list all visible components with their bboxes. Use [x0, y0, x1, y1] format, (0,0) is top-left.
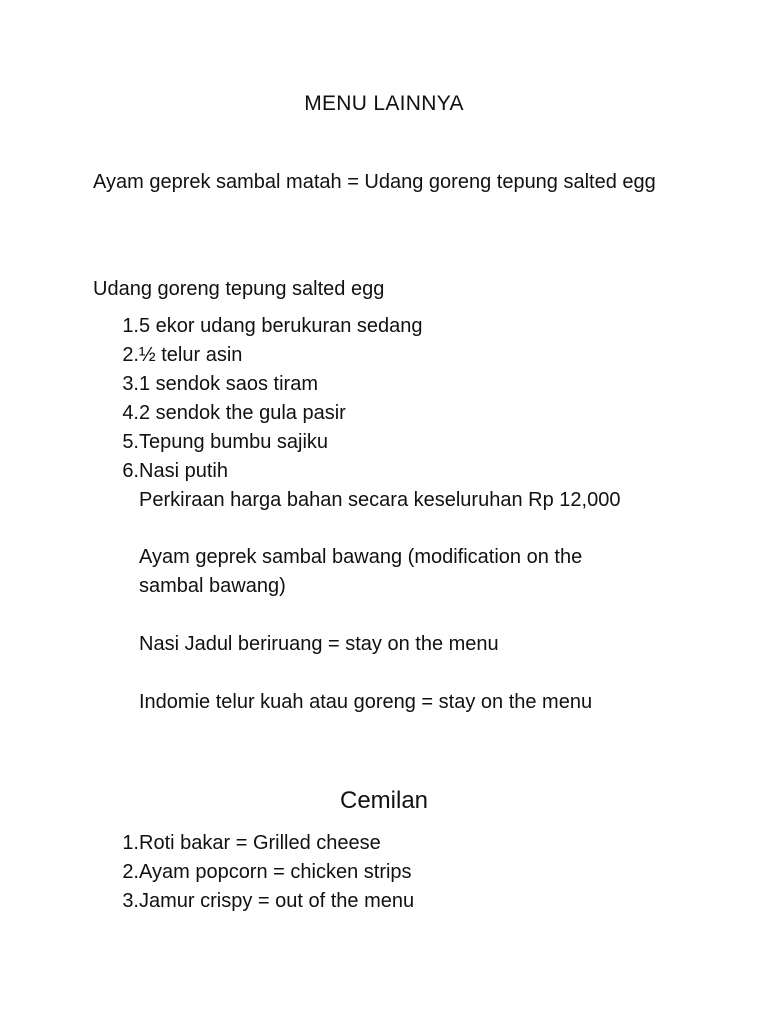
list-item	[93, 457, 693, 486]
list-text: 2 sendok the gula pasir	[139, 402, 346, 424]
list-text: Jamur crispy = out of the menu	[139, 890, 415, 912]
list-number: 3.	[122, 890, 139, 912]
list-text: Roti bakar = Grilled cheese	[139, 832, 381, 854]
list-item	[93, 341, 693, 370]
list-number: 2.	[122, 344, 139, 366]
price-note: Perkiraan harga bahan secara keseluruhan Rp 12,000	[139, 489, 621, 511]
intro-paragraph: Ayam geprek sambal matah = Udang goreng tepung salted egg	[93, 171, 656, 193]
list-item	[93, 829, 693, 858]
list-number: 1.	[122, 832, 139, 854]
list-number: 6.	[122, 460, 139, 482]
list-item	[93, 428, 693, 457]
list-text: 1 sendok saos tiram	[139, 373, 318, 395]
list-text: Ayam popcorn = chicken strips	[139, 861, 412, 883]
recipe-heading: Udang goreng tepung salted egg	[93, 278, 385, 300]
list-item	[93, 399, 693, 428]
list-number: 3.	[122, 373, 139, 395]
note-paragraph: Indomie telur kuah atau goreng = stay on the menu	[139, 691, 593, 713]
list-item	[93, 887, 693, 916]
list-item	[93, 370, 693, 399]
note-paragraph: Nasi Jadul beriruang = stay on the menu	[139, 633, 499, 655]
recipe-ingredient-list	[93, 312, 693, 486]
list-text: Tepung bumbu sajiku	[139, 431, 329, 453]
list-number: 5.	[122, 431, 139, 453]
list-text: ½ telur asin	[139, 344, 243, 366]
note-paragraph: Ayam geprek sambal bawang (modification on the sambal bawang)	[139, 546, 583, 597]
list-number: 4.	[122, 402, 139, 424]
list-number: 2.	[122, 861, 139, 883]
section-heading-cemilan: Cemilan	[339, 787, 429, 814]
list-text: 5 ekor udang berukuran sedang	[139, 315, 423, 337]
list-number: 1.	[122, 315, 139, 337]
list-item	[93, 858, 693, 887]
list-text: Nasi putih	[139, 460, 228, 482]
snack-list	[93, 829, 693, 916]
list-item	[93, 312, 693, 341]
page-title: MENU LAINNYA	[304, 92, 464, 115]
